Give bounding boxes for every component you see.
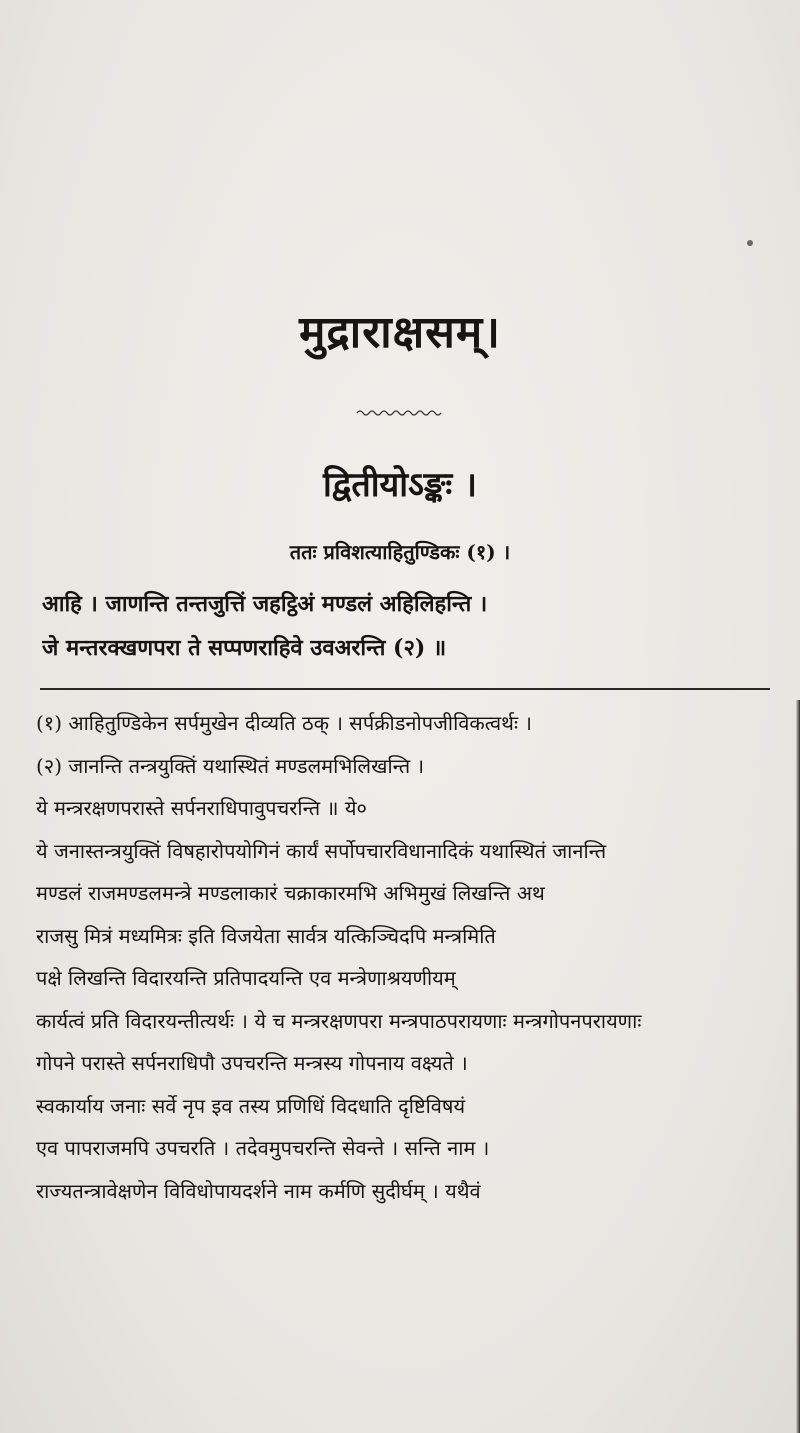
paper-speck	[747, 240, 753, 246]
commentary-line: राजसु मित्रं मध्यमित्रः इति विजयेता सार्वत्र यत्किञ्चिदपि मन्त्रमिति	[36, 923, 496, 948]
commentary-line: पक्षे लिखन्ति विदारयन्ति प्रतिपादयन्ति एव मन्त्रेणाश्रयणीयम्	[36, 966, 456, 990]
book-title: मुद्राराक्षसम्।	[299, 307, 501, 358]
verse-line: आहि । जाणन्ति तन्तजुत्तिं जहट्ठिअं मण्डलं अहिलिहन्ति ।	[42, 591, 488, 617]
verse-line: जे मन्तरक्खणपरा ते सप्पणराहिवे उवअरन्ति (२) ॥	[42, 635, 447, 661]
commentary-line: (२) जानन्ति तन्त्रयुक्तिं यथास्थितं मण्डलमभिलिखन्ति ।	[36, 753, 425, 778]
wavy-ornament	[355, 408, 445, 418]
commentary-line: कार्यत्वं प्रति विदारयन्तीत्यर्थः । ये च मन्त्ररक्षणपरा मन्त्रपाठपरायणाः मन्त्रगोपनपरायणाः	[36, 1008, 642, 1033]
stage-direction: ततः प्रविशत्याहितुण्डिकः (१) ।	[289, 540, 511, 564]
commentary-line: स्वकार्याय जनाः सर्वे नृप इव तस्य प्रणिधिं विदधाति दृष्टिविषयं	[36, 1093, 466, 1118]
page-edge-shadow	[796, 700, 800, 1433]
footnote-divider	[40, 688, 770, 690]
section-title: द्वितीयोऽङ्कः ।	[322, 465, 478, 505]
commentary-line: ये मन्त्ररक्षणपरास्ते सर्पनराधिपावुपचरन्ति ॥ ये०	[36, 796, 367, 820]
commentary-line: (१) आहितुण्डिकेन सर्पमुखेन दीव्यति ठक् । सर्पक्रीडनोपजीविकत्वर्थः ।	[36, 711, 532, 735]
verse-block	[42, 582, 767, 670]
commentary-line: एव पापराजमपि उपचरति । तदेवमुपचरन्ति सेवन्ते । सन्ति नाम ।	[36, 1136, 490, 1160]
commentary-block	[36, 702, 771, 1212]
commentary-line: ये जनास्तन्त्रयुक्तिं विषहारोपयोगिनं कार्यं सर्पोपचारविधानादिकं यथास्थितं जानन्ति	[36, 838, 607, 863]
commentary-line: राज्यतन्त्रावेक्षणेन विविधोपायदर्शने नाम कर्मणि सुदीर्घम् । यथैवं	[36, 1178, 481, 1203]
commentary-line: मण्डलं राजमण्डलमन्त्रे मण्डलाकारं चक्राकारमभि अभिमुखं लिखन्ति अथ	[36, 881, 545, 905]
commentary-line: गोपने परास्ते सर्पनराधिपौ उपचरन्ति मन्त्रस्य गोपनाय वक्ष्यते ।	[36, 1051, 468, 1075]
